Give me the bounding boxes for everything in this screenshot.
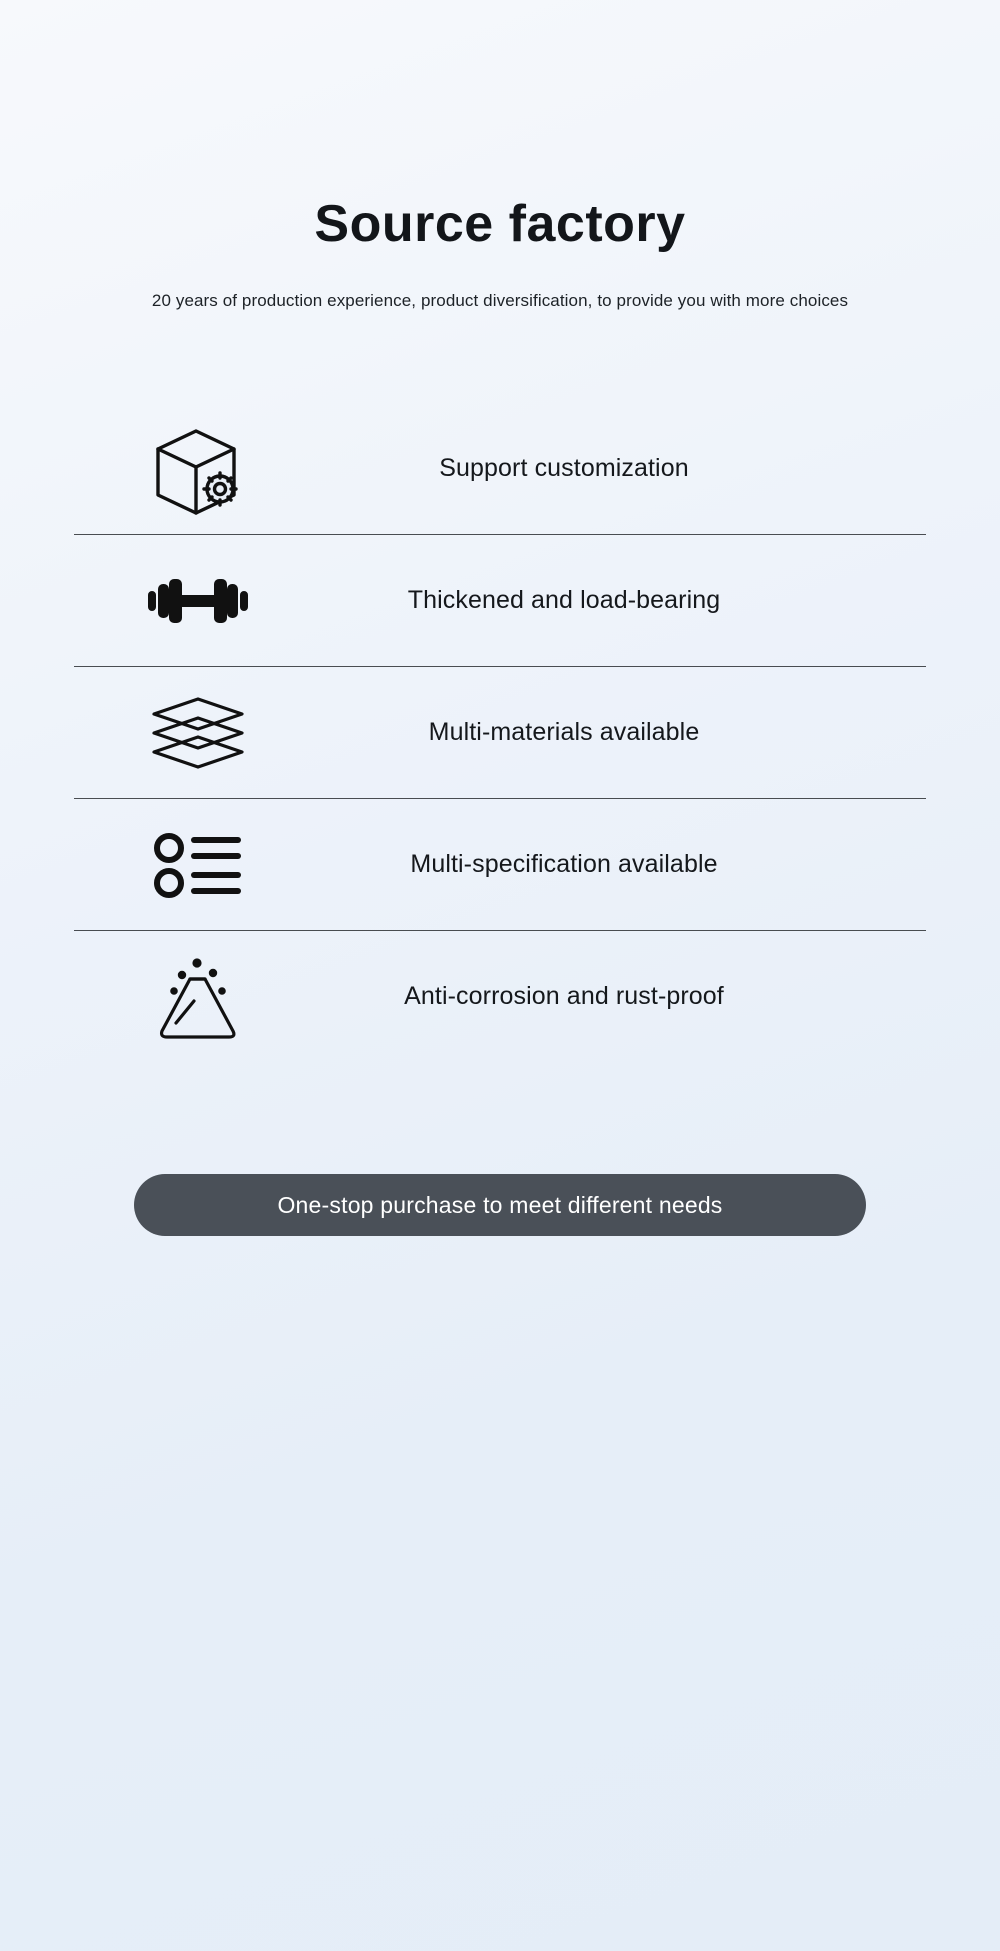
options-list-icon — [138, 817, 258, 913]
feature-item-thickened-load-bearing — [74, 535, 926, 666]
feature-list — [74, 311, 926, 1062]
feature-item-anti-corrosion — [74, 931, 926, 1062]
dumbbell-icon — [138, 553, 258, 649]
feature-label: Multi-materials available — [428, 718, 700, 747]
page-header — [0, 0, 1000, 311]
page-subtitle: 20 years of production experience, product diversification, to provide you with more choices — [151, 291, 849, 311]
layers-icon — [138, 685, 258, 781]
feature-label: Support customization — [439, 454, 689, 483]
feature-label: Anti-corrosion and rust-proof — [404, 982, 724, 1011]
feature-label: Multi-specification available — [410, 850, 718, 879]
page-title: Source factory — [314, 195, 686, 253]
one-stop-purchase-button[interactable]: One-stop purchase to meet different needs — [134, 1174, 866, 1236]
cta-container — [0, 1174, 1000, 1236]
anti-corrosion-icon — [138, 949, 258, 1045]
box-gear-icon — [138, 421, 258, 517]
feature-item-support-customization — [74, 403, 926, 534]
feature-item-multi-materials — [74, 667, 926, 798]
feature-label: Thickened and load-bearing — [407, 586, 721, 615]
feature-item-multi-specification — [74, 799, 926, 930]
